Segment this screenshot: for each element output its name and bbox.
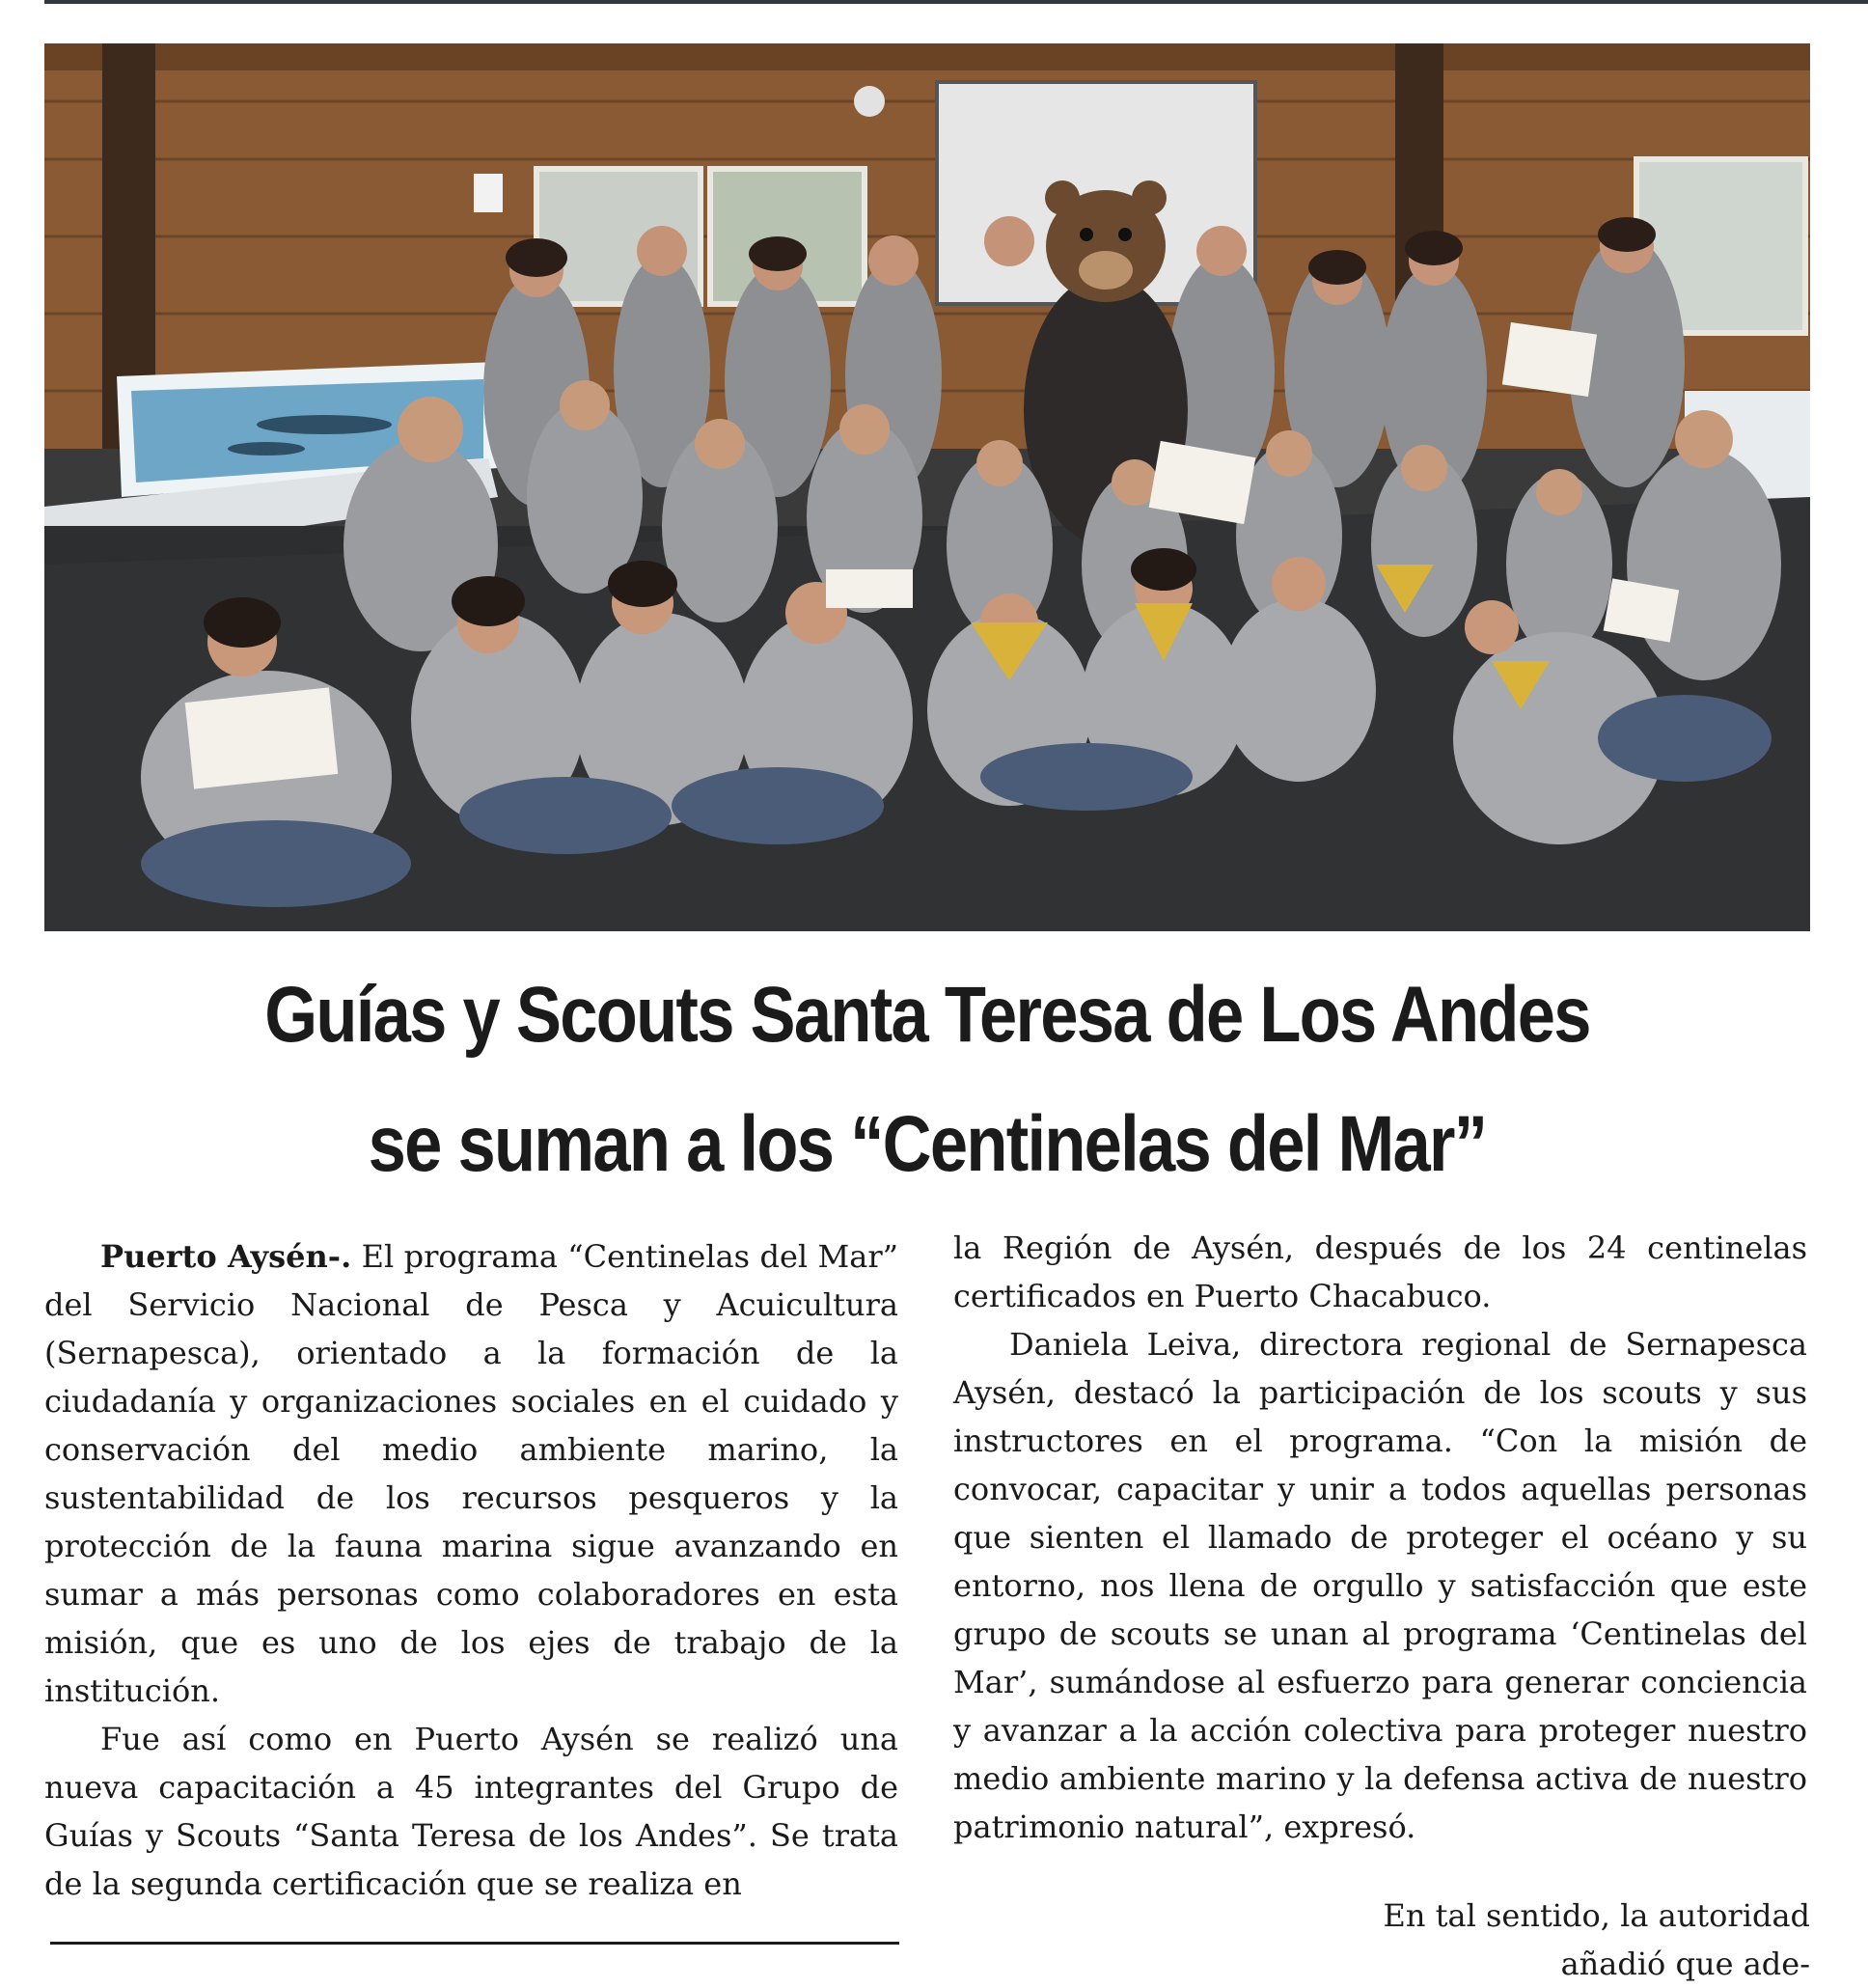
article-column-right xyxy=(953,1224,1807,1851)
group-photo-illustration xyxy=(44,43,1810,931)
article-column-left xyxy=(44,1232,898,1908)
paragraph-3: la Región de Aysén, después de los 24 centinelas certificados en Puerto Chacabuco. xyxy=(953,1229,1807,1314)
headline-line-2: se suman a los “Centinelas del Mar” xyxy=(368,1100,1487,1188)
bottom-rule xyxy=(50,1942,899,1945)
paragraph-1-text: El programa “Centinelas del Mar” del Servicio Nacional de Pesca y Acuicultura (Sernapesca), orientado a la formación de la ciudadanía y organizaciones sociales en el cuidado y conservación del medio ambiente marino, la sustentabilidad de los recursos pesqueros y la protección de la fauna marina sigue avanzando en sumar a más personas como colaboradores en esta misión, que es uno de los ejes de trabajo de la institución. xyxy=(44,1238,899,1709)
paragraph-5: En tal sentido, la autoridad añadió que ade- xyxy=(1383,1897,1810,1982)
dateline: Puerto Aysén-. xyxy=(100,1238,352,1275)
top-rule xyxy=(44,0,1868,4)
article-photo xyxy=(44,43,1810,931)
paragraph-4: Daniela Leiva, directora regional de Sernapesca Aysén, destacó la participación de los scouts y sus instructores en el programa. “Con la misión de convocar, capacitar y unir a todos aquellas personas que sienten el llamado de proteger el océano y su entorno, nos llena de orgullo y satisfacción que este grupo de scouts se unan al programa ‘Centinelas del Mar’, sumándose al esfuerzo para generar conciencia y avanzar a la acción colectiva para proteger nuestro medio ambiente marino y la defensa activa de nuestro patrimonio natural”, expresó. xyxy=(953,1326,1807,1845)
paragraph-2: Fue así como en Puerto Aysén se realizó una nueva capacitación a 45 integrantes del Grupo de Guías y Scouts “Santa Teresa de los Andes”. Se trata de la segunda certificación que se realiza en xyxy=(44,1721,898,1902)
paragraph-1 xyxy=(44,1232,898,1715)
headline-line-1: Guías y Scouts Santa Teresa de Los Andes xyxy=(264,971,1590,1059)
headline xyxy=(168,951,1687,1209)
